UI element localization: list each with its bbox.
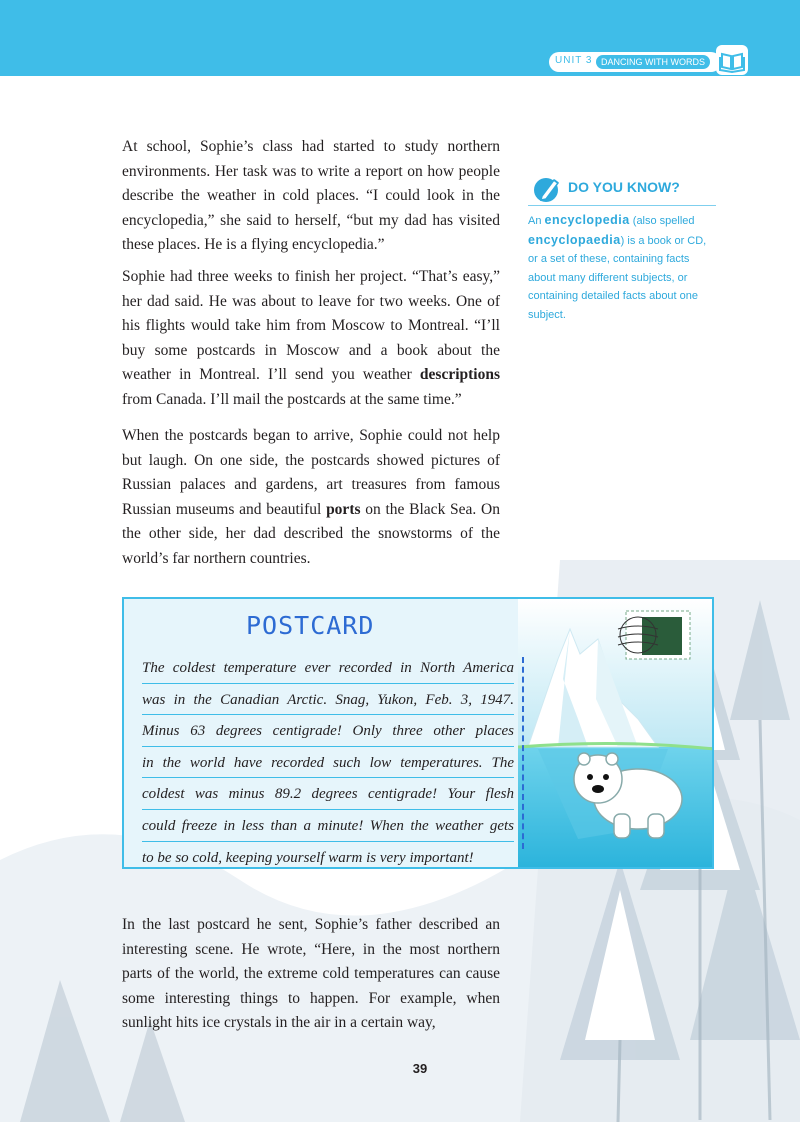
polar-bear-iceberg-illustration (518, 599, 714, 867)
paragraph-3: When the postcards began to arrive, Sophie could not help but laugh. On one side, the postcards showed pictures of Russian palaces and gardens, art treasures from famous Russian museums and beautiful ports on the Black Sea. On the other side, her dad described the snowstorms of the world’s far northern countries. (122, 427, 500, 567)
vocab-ports: ports (326, 500, 361, 518)
did-you-know-title: DO YOU KNOW? (568, 179, 680, 195)
postcard-divider (522, 657, 524, 849)
unit-tag (549, 52, 721, 72)
divider (528, 205, 716, 206)
paragraph-4: In the last postcard he sent, Sophie’s father described an interesting scene. He wrote, “Here, in the most northern parts of the world, the extreme cold temperatures can cause some interesting things to happen. For example, when sunlight hits ice crystals in the air in a certain way, (122, 916, 500, 1031)
postcard (122, 597, 714, 869)
postcard-line: could freeze in less than a minute! When the weather gets (142, 812, 514, 842)
did-you-know-text: An encyclopedia (also spelled encyclopaedia) is a book or CD, or a set of these, containing facts about many different subjects, or containing detailed facts about one subject. (528, 213, 707, 321)
paragraph-2: Sophie had three weeks to finish her project. “That’s easy,” her dad said. He was about to leave for two weeks. One of his flights would take him from Moscow to Montreal. “I’ll buy some postcards in Moscow and a book about the weather in Montreal. I’ll send you weather descriptions from Canada. I’ll mail the postcards at the same time.” (122, 268, 500, 408)
postcard-line: coldest was minus 89.2 degrees centigrade! Your flesh (142, 780, 514, 810)
postcard-line: The coldest temperature ever recorded in North America (142, 654, 514, 684)
unit-title: DANCING WITH WORDS (596, 55, 710, 69)
vocab-descriptions: descriptions (419, 366, 500, 383)
postcard-line: Minus 63 degrees centigrade! Only three other places (142, 717, 514, 747)
book-icon (716, 45, 748, 75)
pencil-icon (532, 172, 564, 204)
paragraph-1: At school, Sophie’s class had started to study northern environments. Her task was to write a report on how people describe the weather in cold places. “I could look in the encyclopedia,” she said to herself, “but my dad has visited these places. He is a flying encyclopedia.” (122, 138, 500, 253)
postcard-line: in the world have recorded such low temperatures. The (142, 749, 514, 779)
page-number: 39 (412, 1061, 428, 1076)
postcard-line: was in the Canadian Arctic. Snag, Yukon, Feb. 3, 1947. (142, 686, 514, 716)
postcard-line: to be so cold, keeping yourself warm is very important! (142, 844, 514, 869)
unit-label: UNIT 3 (555, 55, 593, 66)
postcard-title: POSTCARD (246, 611, 375, 640)
postage-stamp-icon (618, 611, 690, 659)
postcard-message (142, 654, 514, 869)
header-bar (0, 0, 800, 76)
